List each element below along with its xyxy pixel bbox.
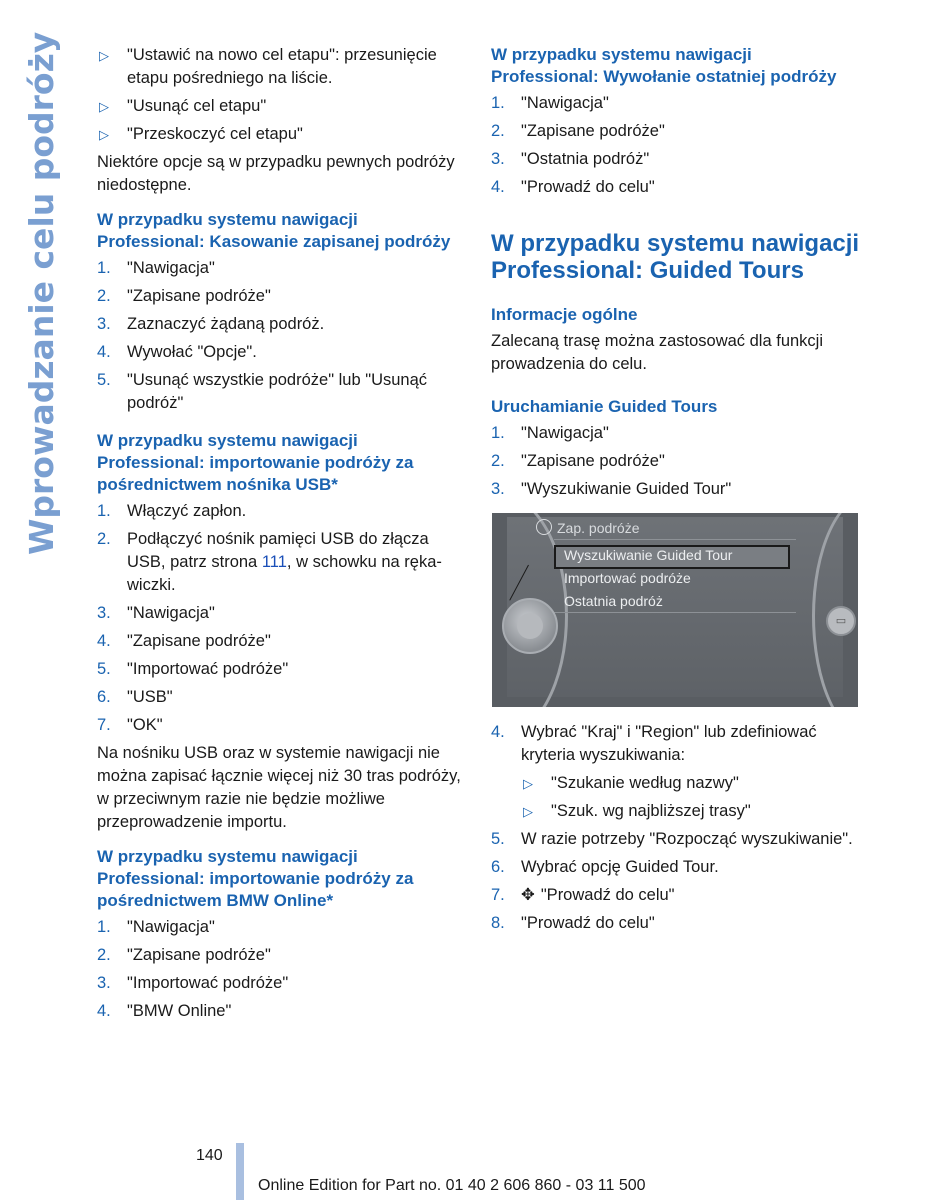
- step-list-last-trip: [491, 92, 861, 199]
- step-item: 2. "Zapisane podróże": [97, 287, 271, 305]
- bullet-item: ▷ "Ustawić na nowo cel etapu": przesunięcie etapu pośredniego na liście.: [99, 46, 437, 87]
- step-item: 4. Wybrać "Kraj" i "Region" lub zdefiniować kryteria wyszukiwania: ▷ "Szukanie według nazwy" ▷ "Szuk. wg najbliższej trasy": [491, 721, 861, 823]
- page-reference-link[interactable]: 111: [261, 553, 287, 571]
- navigation-flag-icon: ✥: [521, 886, 535, 904]
- criteria-bullet-list: [521, 772, 861, 823]
- right-column: [491, 44, 861, 940]
- bullet-item: ▷ "Szuk. wg najbliższej trasy": [521, 800, 861, 823]
- left-column: [97, 44, 467, 1028]
- step-item: 4. "Zapisane podróże": [97, 632, 271, 650]
- footer-accent-bar: [236, 1143, 244, 1200]
- step-list-start-guided-tours: [491, 422, 861, 501]
- step-item: 3. "Ostatnia podróż": [491, 150, 650, 168]
- step-item: 5. "Importować podróże": [97, 660, 289, 678]
- idrive-screen-illustration: [492, 513, 858, 707]
- option-button-icon: ▭: [826, 606, 856, 636]
- section-heading-delete-trip: W przypadku systemu nawigacji Professional: Kasowanie zapisanej podróży: [97, 210, 451, 251]
- section-heading-last-trip: W przypadku systemu nawigacji Professional: Wywołanie ostatniej podróży: [491, 45, 837, 86]
- step-list-delete-trip: [97, 257, 467, 415]
- step-item: 2. "Zapisane podróże": [491, 452, 665, 470]
- page-number: 140: [196, 1147, 223, 1164]
- step-item: 1. "Nawigacja": [491, 94, 609, 112]
- step-item: 3. "Wyszukiwanie Guided Tour": [491, 480, 732, 498]
- usb-limit-note: Na nośniku USB oraz w systemie nawigacji nie można zapisać łącznie więcej niż 30 tras podróży, w przeciwnym razie nie będzie możliwe przeprowadzenie importu.: [97, 744, 461, 831]
- step-item: 2. Podłączyć nośnik pamięci USB do złącza USB, patrz strona 111, w schowku na rękawiczki.: [97, 530, 442, 594]
- step-item: 1. Włączyć zapłon.: [97, 502, 247, 520]
- step-item: 1. "Nawigacja": [97, 259, 215, 277]
- navigation-icon: [536, 519, 552, 535]
- step-item: 4. "BMW Online": [97, 1002, 232, 1020]
- step-item: 3. "Importować podróże": [97, 974, 289, 992]
- step-item: 8. "Prowadź do celu": [491, 914, 655, 932]
- bullet-item: ▷ "Usunąć cel etapu": [97, 95, 467, 118]
- step-item: 4. "Prowadź do celu": [491, 178, 655, 196]
- step-item: 3. Zaznaczyć żądaną podróż.: [97, 315, 325, 333]
- side-chapter-title: [22, 31, 62, 555]
- general-info-text: Zalecaną trasę można zastosować dla funkcji prowadzenia do celu.: [491, 332, 823, 373]
- step-item: 5. W razie potrzeby "Rozpocząć wyszukiwanie".: [491, 830, 853, 848]
- step-list-import-online: [97, 916, 467, 1023]
- menu-item-search-guided-tour[interactable]: Wyszukiwanie Guided Tour: [564, 547, 733, 563]
- menu-item-last-trip[interactable]: Ostatnia podróż: [564, 593, 663, 609]
- step-item: 4. Wywołać "Opcje".: [97, 343, 257, 361]
- section-heading-general-info: Informacje ogólne: [491, 305, 638, 324]
- step-item: 7. "OK": [97, 716, 163, 734]
- step-item: 6. Wybrać opcję Guided Tour.: [491, 858, 719, 876]
- step-list-import-usb: [97, 500, 467, 737]
- section-heading-import-online: W przypadku systemu nawigacji Professional: importowanie podróży za pośrednictwem BMW Online*: [97, 847, 414, 910]
- bullet-item: ▷ "Przeskoczyć cel etapu": [97, 123, 467, 146]
- step-item: 1. "Nawigacja": [491, 424, 609, 442]
- triangle-bullet-icon: ▷: [99, 48, 109, 63]
- step-item: 1. "Nawigacja": [97, 918, 215, 936]
- step-item: 2. "Zapisane podróże": [97, 946, 271, 964]
- controller-knob-icon: [502, 598, 558, 654]
- step-item: 7. ✥ "Prowadź do celu": [491, 886, 675, 904]
- bullet-item: ▷ "Szukanie według nazwy": [521, 772, 861, 795]
- step-list-guided-tour-continue: [491, 721, 861, 935]
- triangle-bullet-icon: ▷: [523, 776, 533, 791]
- step-item: 3. "Nawigacja": [97, 604, 215, 622]
- step-item: 5. "Usunąć wszystkie podróże" lub "Usunąć podróż": [97, 371, 428, 412]
- section-heading-start-guided-tours: Uruchamianie Guided Tours: [491, 397, 718, 416]
- triangle-bullet-icon: ▷: [99, 127, 109, 142]
- step-item: 6. "USB": [97, 688, 173, 706]
- triangle-bullet-icon: ▷: [99, 99, 109, 114]
- guided-tours-heading: W przypadku systemu nawigacji Professional: Guided Tours: [491, 230, 860, 284]
- screen-divider: [554, 612, 796, 613]
- step-item: 2. "Zapisane podróże": [491, 122, 665, 140]
- option-bullet-list: [97, 44, 467, 146]
- triangle-bullet-icon: ▷: [523, 804, 533, 819]
- menu-item-import-trips[interactable]: Importować podróże: [564, 570, 691, 586]
- side-chapter-title-text: Wprowadzanie celu podróży: [22, 31, 61, 555]
- screen-header: Zap. podróże: [536, 517, 640, 540]
- screen-divider: [554, 539, 796, 540]
- edition-note: Online Edition for Part no. 01 40 2 606 860 - 03 11 500: [258, 1177, 646, 1194]
- section-heading-import-usb: W przypadku systemu nawigacji Professional: importowanie podróży za pośrednictwem nośnika USB*: [97, 431, 414, 494]
- page-footer: [0, 1143, 943, 1200]
- note-paragraph: Niektóre opcje są w przypadku pewnych podróży niedostępne.: [97, 153, 455, 194]
